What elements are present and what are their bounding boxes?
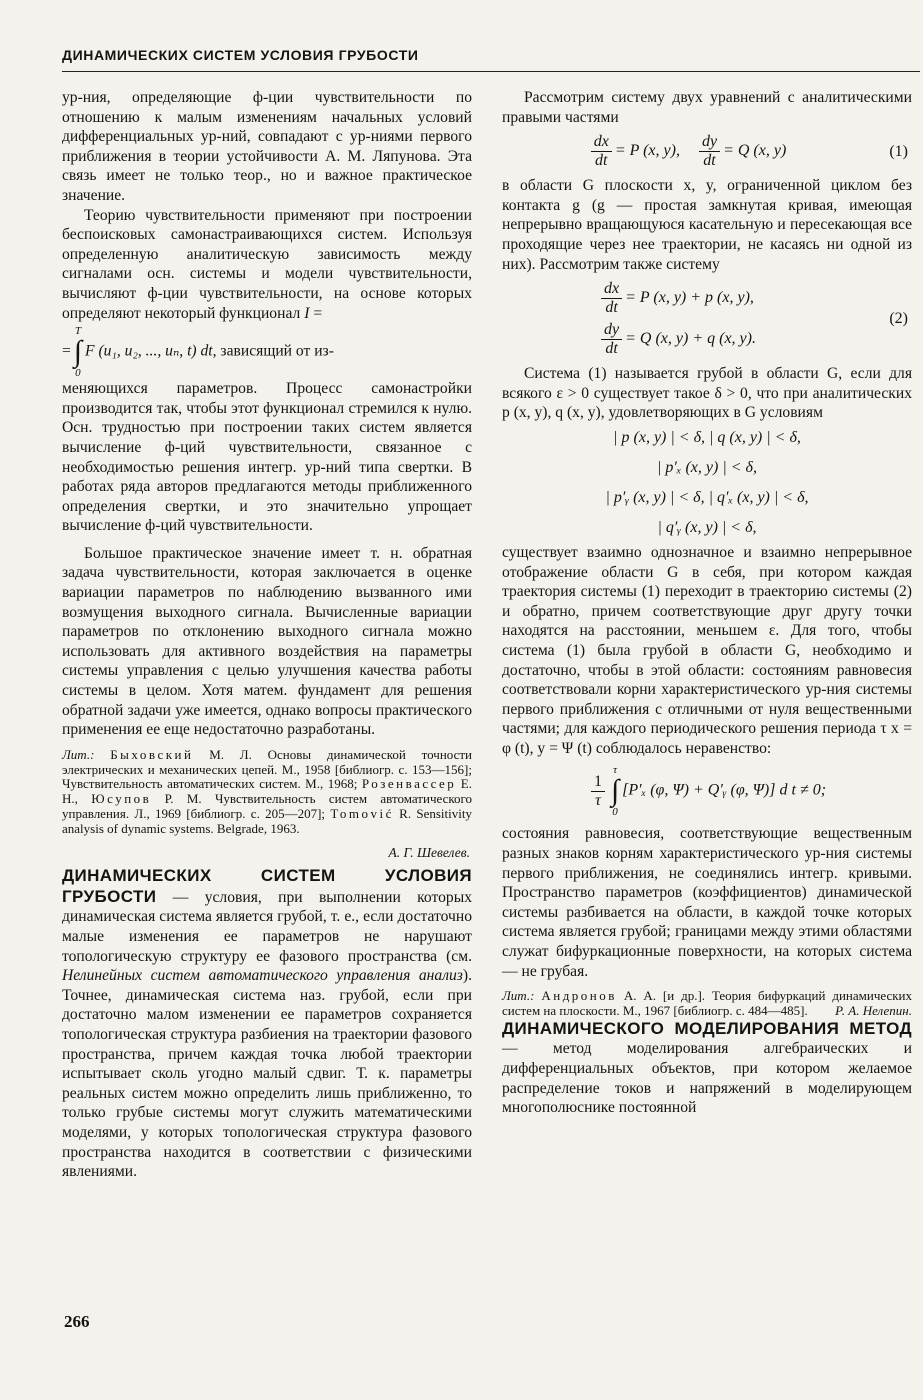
equation-rhs: = P (x, y), (614, 142, 680, 160)
condition-3: | p′ᵧ (x, y) | < δ, | q′ₓ (x, y) | < δ, (605, 488, 809, 506)
integral-lower-limit: 0 (612, 806, 618, 819)
lit-author-1: Андронов (541, 988, 617, 1004)
condition-4: | q′ᵧ (x, y) | < δ, (657, 518, 757, 536)
integral-symbol: T ∫ 0 (73, 325, 83, 380)
entry-text-2: ). Точнее, динамическая система наз. грубой, если при достаточно малом изменении ее параметров сохраняется топологическая структура разбиения на траектории фазового пространства, причем каждая точка любой траектории испытывает сколь угодно малый сдвиг. Т. к. параметры реальных систем можно определить лишь приближенно, то только грубые системы могут служить математическими моделями, у которых топологическая структура фазового пространства находится в соответствии с физическими явлениями. (62, 967, 472, 1181)
fraction-dx-dt (601, 280, 622, 317)
lit-author-1: Быховский (110, 746, 194, 762)
page-number: 266 (64, 1312, 90, 1331)
entry-dynamic-modeling (502, 1019, 912, 1118)
literature-label: Лит.: (62, 746, 95, 762)
left-literature (62, 748, 472, 837)
left-paragraph-2-cont: зависящий от из- (216, 342, 334, 360)
entry-text-1: — метод моделирования алгебраических и дифференциальных объектов, при котором желаемое распределение токов и напряжений в моделирующем многополюснике постоянной (502, 1040, 912, 1117)
fraction-numerator: dy (601, 321, 622, 340)
left-paragraph-2-end: меняющихся параметров. Процесс самонастройки производится так, чтобы этот функционал стремился к нулю. Осн. трудностью при построении таких систем является вычисление ф-ций чувствительности, связанное с необходимостью решения интегр. ур-ний типа свертки. В работах ряда авторов предлагаются методы приближенного определения свертки, и это значительно упрощает вычисление ф-ций чувствительности. (62, 380, 472, 535)
entry-text-1: — условия, при выполнении которых динамическая система является грубой, т. е., если достаточно малые изменения ее параметров не нарушают топологическую структуру ее фазового пространства (см. (62, 888, 472, 965)
fraction-numerator: dx (591, 133, 612, 152)
article-author: А. Г. Шевелев. (388, 844, 470, 860)
integral-upper-limit: τ (613, 764, 618, 777)
left-column (62, 88, 472, 1182)
running-header (62, 47, 920, 63)
equation-rhs: = Q (x, y) + q (x, y). (625, 330, 756, 348)
right-literature (502, 989, 912, 1019)
right-column (502, 88, 912, 1118)
fraction-numerator: dy (699, 133, 720, 152)
functional-symbol: I (304, 304, 310, 322)
fraction-dx-dt (591, 133, 612, 170)
integral-upper-limit: T (74, 325, 81, 338)
equation-number: (2) (889, 310, 908, 328)
fraction-dy-dt (699, 133, 720, 170)
integral-lower-limit: 0 (75, 367, 81, 380)
right-paragraph-3: Система (1) называется грубой в области G, если для всякого ε > 0 существует такое δ > 0, что при аналитических p (x, y), q (x, y), удовлетворяющих в G условиям (502, 365, 912, 422)
lit-text-4: R. Sensitivity analysis of dynamic systems. Belgrade, 1963. (62, 806, 472, 836)
lit-author-2: Розенвассер (361, 776, 457, 792)
lit-text-2: Е. Н., (62, 776, 472, 807)
equals-sign: = (313, 304, 323, 322)
inequality (502, 764, 912, 818)
condition-2: | p′ₓ (x, y) | < δ, (657, 458, 757, 476)
left-paragraph-1: ур-ния, определяющие ф-ции чувствительности по отношению к малым изменениям начальных условий дифференциальных ур-ний, совпадают с ур-ниями первого приближения в теории устойчивости А. М. Ляпунова. Эта связь имеет не только теор., но и важное практическое значение. (62, 89, 472, 204)
left-paragraph-3: Большое практическое значение имеет т. н. обратная задача чувствительности, которая заключается в оценке вариации параметров по наблюдению вызванного ими возмущения выходного сигнала. Вычисленные вариации параметров по отклонению выходного сигнала можно использовать для активного воздействия на параметры системы управления с целью улучшения качества работы системы в целом. Хотя матем. фундамент для решения обратной задачи уже имеется, однако вопросы практического применения ее еще недостаточно разработаны. (62, 544, 472, 739)
left-paragraph-2 (62, 206, 472, 324)
fraction-denominator: dt (605, 340, 618, 358)
lit-author-4: Tomović (330, 806, 394, 821)
equation-rhs: = P (x, y) + p (x, y), (625, 289, 754, 307)
condition-1: | p (x, y) | < δ, | q (x, y) | < δ, (613, 428, 801, 446)
integrand: F (u₁, u₂, ..., uₙ, t) dt, (85, 342, 217, 360)
fraction-numerator: dx (601, 280, 622, 299)
entry-heading: ДИНАМИЧЕСКОГО МОДЕЛИРОВАНИЯ МЕТОД (502, 1018, 912, 1038)
lit-text-1: А. А. [и др.]. Теория бифуркаций динамических систем на плоскости. М., 1967 [библиогр. с. 484—485]. (502, 988, 912, 1019)
fraction-denominator: dt (595, 152, 608, 170)
fraction-numerator: 1 (591, 773, 605, 792)
fraction-denominator: τ (595, 791, 601, 809)
functional-integral-line (62, 325, 472, 379)
lit-text-1: М. Л. Основы динамической точности электрических и механических цепей. М., 1958 [библиогр. с. 153—156]; Чувствительность автоматических систем. М., 1968; (62, 746, 473, 792)
header-rule (62, 71, 920, 72)
right-paragraph-1: Рассмотрим систему двух уравнений с аналитическими правыми частями (502, 89, 912, 126)
fraction-denominator: dt (703, 152, 716, 170)
equals-sign-2: = (62, 342, 71, 360)
entry-dynamic-systems (62, 866, 472, 1182)
right-paragraph-5: состояния равновесия, соответствующие вещественным разных знаков корням характеристического ур-ния системы первого приближения, не соединялись интегр. кривыми. Пространство параметров (коэффициентов) динамической системы разбивается на области, в каждой точке которых система является грубой; границами между этими областями служат бифуркационные поверхности, на которых система — не грубая. (502, 825, 912, 980)
literature-label: Лит.: (502, 988, 535, 1004)
cross-reference: Нелинейных систем автоматического управления анализ (62, 967, 463, 985)
inequality-body: [P′ₓ (φ, Ψ) + Q′ᵧ (φ, Ψ)] d t ≠ 0; (622, 782, 827, 800)
right-paragraph-4: существует взаимно однозначное и взаимно непрерывное отображение области G в себя, при котором каждая траектория системы (1) переходит в траекторию системы (2) и обратно, причем соответствующие друг другу точки находятся на расстоянии, меньшем ε. Для того, чтобы система (1) была грубой в области G, необходимо и достаточно, чтобы в этой области: состояниям равновесия соответствовали корни характеристического ур-ния системы первого приближения с отличными от нуля вещественными частями; для каждого периодического решения периода τ x = φ (t), y = Ψ (t) соблюдалось неравенство: (502, 543, 912, 757)
fraction-dy-dt (601, 321, 622, 358)
lit-author-3: Юсупов (91, 791, 152, 807)
lit-text-3: Р. М. Чувствительность систем автоматического управления. Л., 1969 [библиогр. с. 205—207]; (62, 791, 473, 821)
running-header-title: ДИНАМИЧЕСКИХ СИСТЕМ УСЛОВИЯ ГРУБОСТИ (62, 47, 419, 63)
entry-heading: ДИНАМИЧЕСКИХ СИСТЕМ УСЛОВИЯ ГРУБОСТИ (62, 866, 472, 906)
equation-1 (502, 133, 912, 170)
equation-2 (502, 280, 912, 358)
fraction-denominator: dt (605, 299, 618, 317)
fraction-one-over-tau (591, 773, 605, 810)
integral-symbol: τ ∫ 0 (610, 764, 620, 819)
article-author: Р. А. Нелепин. (835, 1003, 912, 1019)
equation-number: (1) (889, 142, 908, 160)
equation-rhs: = Q (x, y) (723, 142, 787, 160)
left-paragraph-2-text: Теорию чувствительности применяют при построении беспоисковых самонастраивающихся систем. Используя определенную аналитическую зависимость между сигналами осн. системы и модели чувствительности, вычисляют ф-ции чувствительности, на основе которых определяют некоторый функционал (62, 206, 472, 322)
right-paragraph-2: в области G плоскости x, y, ограниченной циклом без контакта g (g — простая замкнутая кривая, имеющая непрерывно вращающуюся касательную и пересекающая все проходящие через нее траектории, не касаясь ни одной из них). Рассмотрим также систему (502, 177, 912, 273)
